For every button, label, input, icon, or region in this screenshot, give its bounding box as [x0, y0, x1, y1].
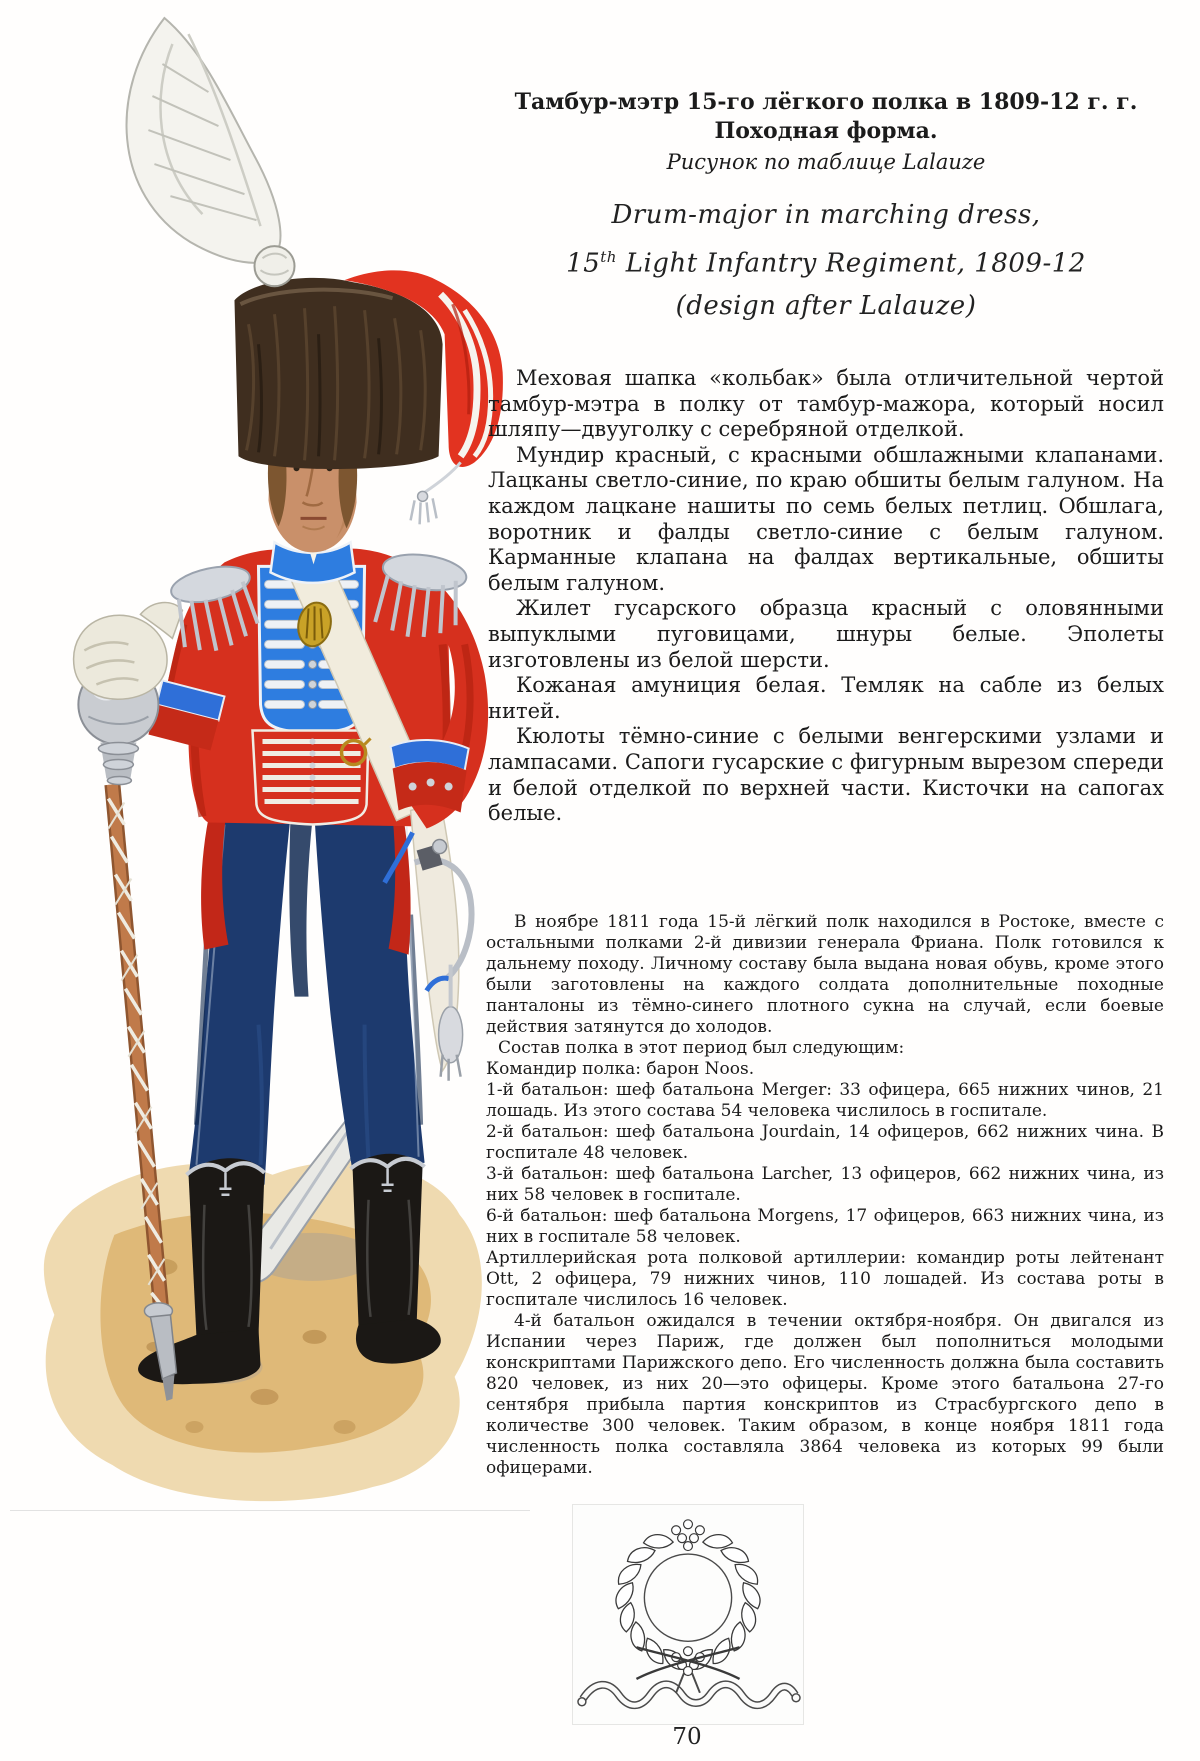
- history-paragraph: 1-й батальон: шеф батальона Merger: 33 офицера, 665 нижних чинов, 21 лошадь. Из этого состава 54 человека числилось в госпитале.: [486, 1080, 1164, 1121]
- description-paragraph: Кожаная амуниция белая. Темляк на сабле из белых нитей.: [488, 673, 1164, 723]
- english-title-line1: Drum-major in marching dress,: [611, 200, 1041, 230]
- english-title-block: [488, 194, 1164, 327]
- description-paragraph: Жилет гусарского образца красный с оловянными выпуклыми пуговицами, шнуры белые. Эполеты изготовлены из белой шерсти.: [488, 596, 1164, 672]
- description-paragraph: Кюлоты тёмно-синие с белыми венгерскими узлами и лампасами. Сапоги гусарские с фигурным вырезом спереди и белой отделкой по верхней части. Кисточки на сапогах белые.: [488, 724, 1164, 826]
- description-paragraph: Меховая шапка «кольбак» была отличительной чертой тамбур-мэтра в полку от тамбур-мажора, который носил шляпу—двууголку с серебряной отделкой.: [488, 366, 1164, 442]
- english-title-line2: [488, 236, 1164, 285]
- history-paragraph: Состав полка в этот период был следующим:: [498, 1038, 905, 1058]
- history-paragraph: 6-й батальон: шеф батальона Morgens, 17 офицеров, 663 нижних чина, из них в госпитале 58 человек.: [486, 1206, 1164, 1247]
- history-paragraph: 2-й батальон: шеф батальона Jourdain, 14 офицеров, 662 нижних чина. В госпитале 48 человек.: [486, 1122, 1164, 1163]
- wreath-ornament: [572, 1504, 804, 1725]
- english-title-line3: (design after Lalauze): [675, 290, 977, 321]
- wreath-top-flowers: [672, 1520, 705, 1551]
- history-paragraph: В ноябре 1811 года 15-й лёгкий полк находился в Ростоке, вместе с остальными полками 2-й дивизии генерала Фриана. Полк готовился к дальнему походу. Личному составу была выдана новая обувь, кроме этого были заготовлены на каждого солдата дополнительные походные панталоны из тёмно-синего плотного сукна на случай, если боевые действия затянутся до холодов.: [486, 912, 1164, 1037]
- title-block: [488, 88, 1164, 175]
- wreath-ribbon: [578, 1673, 800, 1706]
- breeches-legs: [188, 813, 424, 1185]
- history-paragraph: 3-й батальон: шеф батальона Larcher, 13 офицеров, 662 нижних чина, из них 58 человек в госпитале.: [486, 1164, 1164, 1205]
- uniform-description: [488, 366, 1164, 827]
- history-paragraph: 4-й батальон ожидался в течении октября-ноября. Он двигался из Испании через Париж, где должен был пополниться молодыми конскриптами Парижского депо. Его численность должна была составить 820 человек, из них 20—это офицеры. Кроме этого батальона 27-го сентября прибыла партия конскриптов из Страсбургского депо в количестве 300 человек. Таким образом, в конце ноября 1811 года численность полка составляла 3864 человека из которых 99 были офицерами.: [486, 1311, 1164, 1478]
- title-caption-ru: Рисунок по таблице Lalauze: [666, 150, 986, 174]
- drum-major-figure: [10, 4, 530, 1510]
- page-title-line2: Походная форма.: [714, 118, 938, 144]
- page-number: 70: [672, 1724, 702, 1750]
- laurel-wreath: [573, 1505, 803, 1724]
- fur-colback: [234, 278, 442, 469]
- regiment-number: 15: [566, 248, 601, 279]
- plume-feather: [127, 18, 281, 263]
- ordinal-suffix: th: [600, 248, 617, 266]
- pompom: [254, 246, 294, 286]
- history-paragraph: Артиллерийская рота полковой артиллерии: командир роты лейтенант Ott, 2 офицера, 79 нижних чинов, 110 лошадей. Из состава роты в госпитале числилось 16 человек.: [486, 1248, 1164, 1310]
- hussar-vest: [252, 730, 368, 824]
- uniform-illustration: [10, 4, 530, 1511]
- page-title-line1: Тамбур-мэтр 15-го лёгкого полка в 1809-12 г. г.: [514, 89, 1138, 115]
- regiment-history: [486, 912, 1164, 1479]
- history-paragraph: Командир полка: барон Noos.: [486, 1059, 755, 1079]
- description-paragraph: Мундир красный, с красными обшлажными клапанами. Лацканы светло-синие, по краю обшиты белым галуном. На каждом лацкане нашиты по семь белых петлиц. Обшлага, воротник и фалды светло-синие с белым галуном. Карманные клапана на фалдах вертикальные, обшиты белым галуном.: [488, 442, 1164, 595]
- regiment-name: Light Infantry Regiment, 1809-12: [616, 248, 1086, 279]
